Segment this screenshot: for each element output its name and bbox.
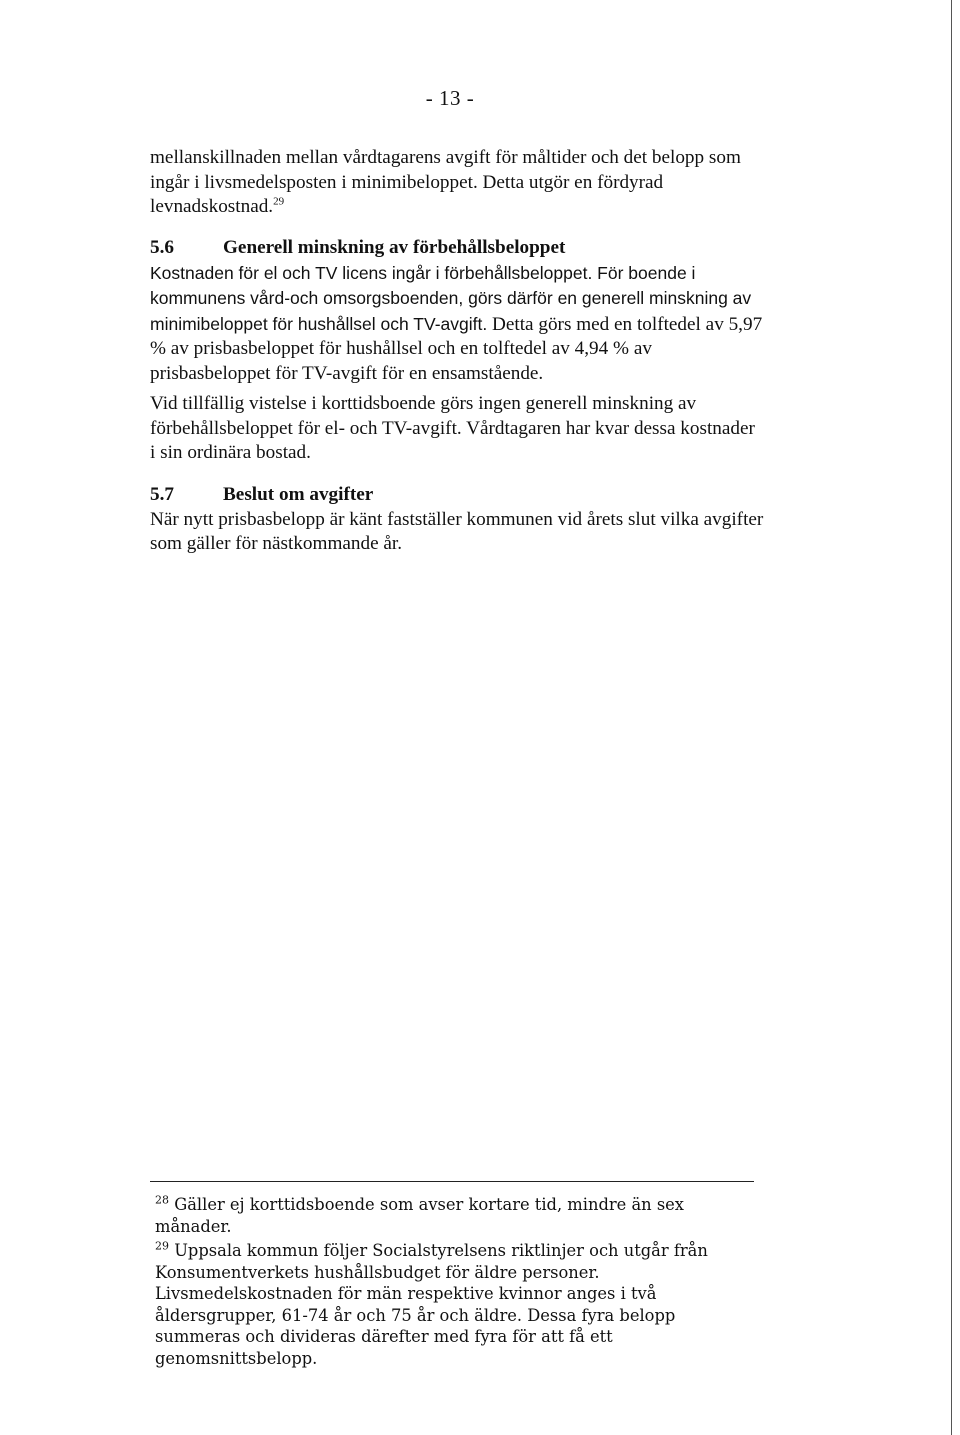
page-number: - 13 - — [425, 86, 475, 110]
section-paragraph — [150, 261, 765, 387]
section-heading — [150, 483, 765, 508]
section-5-6 — [150, 236, 765, 386]
section-paragraph: När nytt prisbasbelopp är känt fastställer kommunen vid årets slut vilka avgifter som gäller för nästkommande år. — [150, 508, 764, 554]
section-5-7 — [150, 483, 765, 557]
paragraph-tail: Detta görs med en tolftedel av 5,97 % av prisbasbeloppet för hushållsel och en tolftedel av 4,94 % av prisbasbeloppet för TV-avgift för en ensamstående. — [150, 313, 763, 384]
footnote-item — [155, 1194, 755, 1237]
footnote-text: Gäller ej korttidsboende som avser kortare tid, mindre än sex månader. — [155, 1195, 684, 1236]
footnote-mark: 29 — [155, 1239, 169, 1253]
section-paragraph: Vid tillfällig vistelse i korttidsboende görs ingen generell minskning av förbehållsbeloppet för el- och TV-avgift. Vårdtagaren har kvar dessa kostnader i sin ordinära bostad. — [150, 393, 755, 463]
section-number: 5.7 — [150, 484, 174, 505]
section-heading — [150, 236, 765, 261]
footnotes — [155, 1194, 755, 1369]
paragraph-lead: Kostnaden för el och TV licens ingår i förbehållsbeloppet. För boende i kommunens vård-och omsorgsboenden, görs därför en generell minskning av minimibeloppet för hushållsel och TV-avgift. — [150, 262, 752, 334]
section-title: Generell minskning av förbehållsbeloppet — [223, 237, 566, 258]
section-number: 5.6 — [150, 237, 174, 258]
intro-text: mellanskillnaden mellan vårdtagarens avgift för måltider och det belopp som ingår i livsmedelsposten i minimibeloppet. Detta utgör en fördyrad levnadskostnad. — [150, 147, 741, 217]
footnote-ref-29: 29 — [273, 195, 285, 208]
footnote-separator — [150, 1181, 754, 1182]
section-title: Beslut om avgifter — [223, 484, 374, 505]
scan-edge-line — [951, 0, 952, 1435]
footnote-mark: 28 — [155, 1193, 169, 1207]
footnote-text: Uppsala kommun följer Socialstyrelsens riktlinjer och utgår från Konsumentverkets hushållsbudget för äldre personer. Livsmedelskostnaden för män respektive kvinnor anges i två åldersgrupper, 61-74 år och 75 år och äldre. Dessa fyra belopp summeras och divideras därefter med fyra för att få ett genomsnittsbelopp. — [155, 1241, 708, 1368]
section-5-6-paragraph-2 — [150, 392, 765, 466]
intro-paragraph — [150, 146, 765, 220]
footnote-item — [155, 1240, 755, 1369]
